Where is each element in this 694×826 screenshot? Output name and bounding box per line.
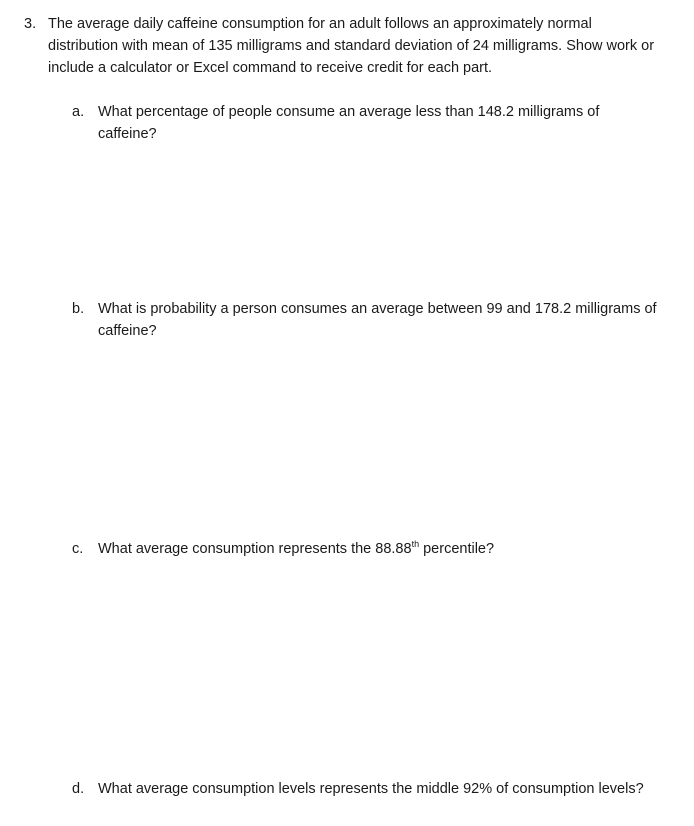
- part-c-superscript: th: [411, 539, 420, 549]
- part-a: [72, 101, 632, 145]
- part-a-text: What percentage of people consume an average less than 148.2 milligrams of caffeine?: [98, 104, 600, 142]
- question-3: [24, 13, 664, 79]
- part-b: [72, 298, 672, 342]
- part-c-text: [98, 538, 632, 560]
- part-c: [72, 538, 632, 560]
- part-b-text: What is probability a person consumes an average between 99 and 178.2 milligrams of caffeine?: [98, 301, 657, 339]
- question-number: 3.: [24, 16, 37, 32]
- part-d-text: What average consumption levels represents the middle 92% of consumption levels?: [98, 781, 644, 797]
- part-a-letter: a.: [72, 104, 85, 120]
- part-d: [72, 778, 690, 800]
- part-c-text-after: percentile?: [419, 541, 495, 557]
- part-d-letter: d.: [72, 781, 85, 797]
- part-c-text-before: What average consumption represents the 88.88: [98, 541, 412, 557]
- question-stem: [24, 13, 664, 79]
- part-c-letter: c.: [72, 541, 84, 557]
- part-b-letter: b.: [72, 301, 85, 317]
- question-text: The average daily caffeine consumption for an adult follows an approximately normal distribution with mean of 135 milligrams and standard deviation of 24 milligrams. Show work or include a calculator or Excel command to receive credit for each part.: [48, 16, 655, 76]
